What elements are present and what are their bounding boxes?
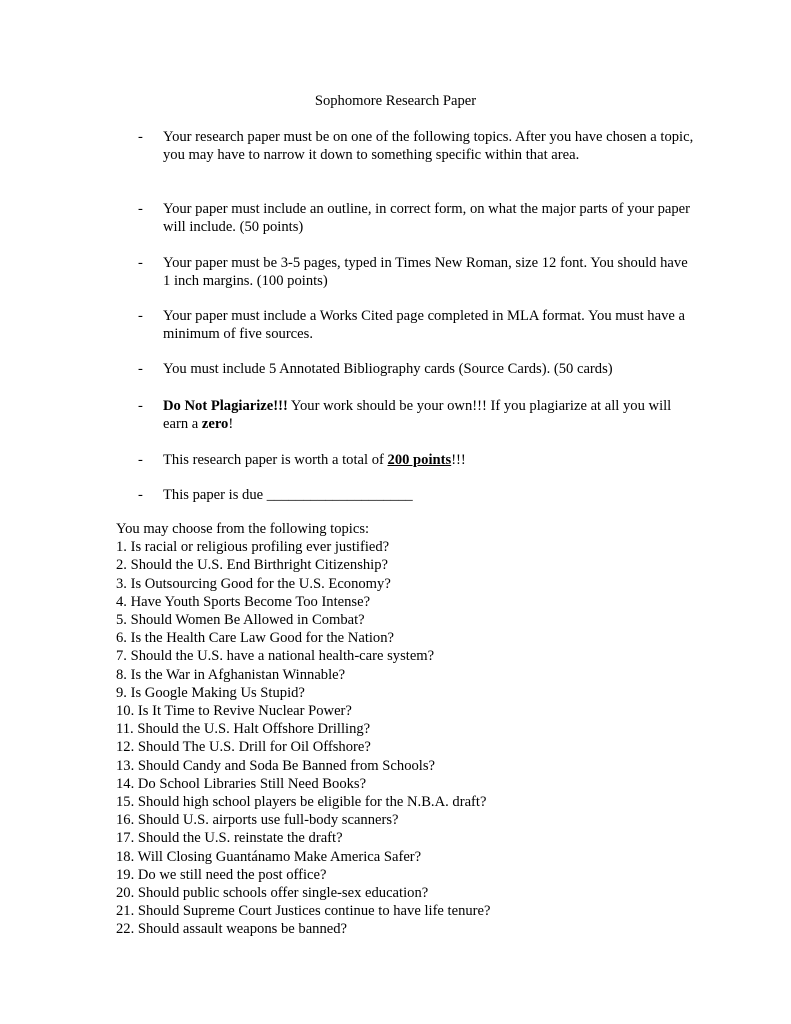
topics-intro: You may choose from the following topics: [116,521,370,537]
topic-item: 5. Should Women Be Allowed in Combat? [116,612,365,629]
requirement-text [163,451,698,469]
topic-item: 15. Should high school players be eligible for the N.B.A. draft? [116,794,487,811]
total-points: 200 points [387,452,452,468]
topic-item: 18. Will Closing Guantánamo Make America Safer? [116,848,422,865]
topic-item: 13. Should Candy and Soda Be Banned from Schools? [116,757,436,774]
topic-item: 11. Should the U.S. Halt Offshore Drilling? [116,721,371,738]
topic-list [116,538,716,938]
topic-item: 22. Should assault weapons be banned? [116,921,348,938]
topic-item: 14. Do School Libraries Still Need Books? [116,775,367,792]
topic-item: 21. Should Supreme Court Justices continue to have life tenure? [116,903,491,920]
requirement-text: Your research paper must be on one of the following topics. After you have chosen a topic, you may have to narrow it down to something specific within that area. [163,129,694,164]
topic-item: 10. Is It Time to Revive Nuclear Power? [116,703,352,720]
bullet-dash: - [138,452,143,468]
topic-item: 4. Have Youth Sports Become Too Intense? [116,593,371,610]
bullet-dash: - [138,487,143,503]
plagiarism-text: Your work should be your own!!! If you plagiarize at all you will earn a [163,398,672,433]
bullet-dash: - [138,308,143,324]
bullet-dash: - [138,255,143,271]
zero-emphasis: zero [201,416,229,433]
bullet-dash: - [138,361,143,377]
page-title: Sophomore Research Paper [314,93,477,109]
topic-item: 3. Is Outsourcing Good for the U.S. Economy? [116,575,391,592]
topic-item: 8. Is the War in Afghanistan Winnable? [116,666,346,683]
requirement-text: This paper is due ____________________ [163,487,413,503]
topic-item: 12. Should The U.S. Drill for Oil Offshore? [116,739,371,756]
topic-item: 6. Is the Health Care Law Good for the Nation? [116,630,395,647]
topic-item: 9. Is Google Making Us Stupid? [116,684,305,701]
topics-section [116,520,716,939]
topic-item: 1. Is racial or religious profiling ever justified? [116,539,390,556]
points-post-text: !!! [451,452,466,468]
requirement-text: You must include 5 Annotated Bibliography cards (Source Cards). (50 cards) [163,361,613,377]
plagiarism-end: ! [228,416,234,433]
requirement-text: Your paper must be 3-5 pages, typed in Times New Roman, size 12 font. You should have 1 inch margins. (100 points) [163,255,688,290]
topic-item: 2. Should the U.S. End Birthright Citizenship? [116,557,389,574]
topic-item: 17. Should the U.S. reinstate the draft? [116,830,343,847]
requirement-text [163,397,698,434]
bullet-dash: - [138,129,143,145]
points-pre-text: This research paper is worth a total of [163,452,388,468]
topic-item: 7. Should the U.S. have a national health-care system? [116,648,435,665]
requirement-text: Your paper must include an outline, in correct form, on what the major parts of your paper will include. (50 points) [163,201,690,236]
bullet-dash: - [138,201,143,217]
bullet-dash: - [138,398,143,414]
topic-item: 16. Should U.S. airports use full-body scanners? [116,812,399,829]
requirement-text: Your paper must include a Works Cited page completed in MLA format. You must have a minimum of five sources. [163,308,685,343]
topic-item: 20. Should public schools offer single-sex education? [116,885,429,902]
plagiarism-warning: Do Not Plagiarize!!! [163,398,288,414]
topic-item: 19. Do we still need the post office? [116,866,327,883]
